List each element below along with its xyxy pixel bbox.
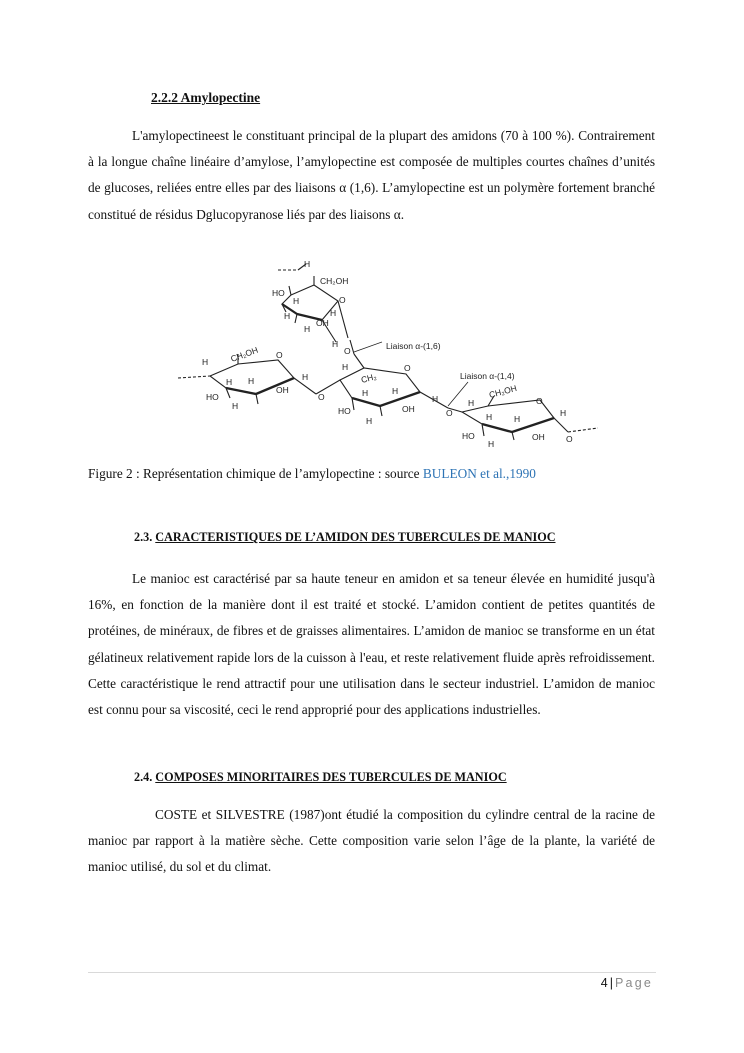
atom-label: OH bbox=[532, 432, 545, 442]
atom-label: H bbox=[432, 394, 439, 404]
atom-label: OH bbox=[276, 385, 289, 395]
heading-2-2-2: 2.2.2 Amylopectine bbox=[151, 90, 261, 105]
paragraph-amylopectine bbox=[88, 123, 655, 228]
paragraph-composes-text: COSTE et SILVESTRE (1987)ont étudié la composition du cylindre central de la racine de manioc par rapport à la matière sèche. Cette composition varie selon l’âge de la plante, la variété de manioc utilisé, du sol et du climat. bbox=[88, 807, 655, 875]
page-number: 4 bbox=[600, 976, 608, 990]
atom-label: H bbox=[488, 439, 495, 448]
atom-label: H bbox=[232, 401, 239, 411]
atom-label: H bbox=[304, 259, 311, 269]
atom-label: H bbox=[293, 296, 300, 306]
atom-label: H bbox=[514, 414, 521, 424]
atom-label: O bbox=[404, 363, 411, 373]
figure-source-link[interactable]: BULEON et al.,1990 bbox=[422, 466, 536, 481]
atom-label: CH₂OH bbox=[229, 344, 260, 364]
heading-2-4 bbox=[134, 770, 507, 785]
figure-caption bbox=[88, 466, 536, 482]
heading-2-3-title: CARACTERISTIQUES DE L’AMIDON DES TUBERCULES DE MANIOC bbox=[155, 530, 556, 544]
atom-label: O bbox=[318, 392, 325, 402]
paragraph-caracteristiques-text: Le manioc est caractérisé par sa haute teneur en amidon et sa teneur élevée en humidité jusqu'à 16%, en fonction de la manière dont il est traité et stocké. L’amidon contient de petites quantités de protéines, de minéraux, de fibres et de graisses alimentaires. L’amidon de manioc se transforme en un état gélatineux relativement rapide lors de la cuisson à l'eau, et reste relativement fluide après refroidissement. Cette caractéristique le rend attractif pour une utilisation dans le secteur industriel. L’amidon de manioc est connu pour sa viscosité, ceci le rend approprié pour des applications industrielles. bbox=[88, 571, 655, 718]
atom-label: HO bbox=[338, 406, 351, 416]
atom-label: CH₂OH bbox=[320, 276, 349, 286]
atom-label: HO bbox=[272, 288, 285, 298]
paragraph-caracteristiques bbox=[88, 566, 655, 723]
page-label: Page bbox=[615, 976, 653, 990]
figure-caption-text: Figure 2 : Représentation chimique de l’amylopectine : source bbox=[88, 466, 423, 481]
paragraph-composes bbox=[88, 802, 655, 881]
atom-label: HO bbox=[462, 431, 475, 441]
atom-label: O bbox=[446, 408, 453, 418]
paragraph-amylopectine-text: L'amylopectineest le constituant principal de la plupart des amidons (70 à 100 %). Contrairement à la longue chaîne linéaire d’amylose, l’amylopectine est composée de multiples courtes chaînes d’unités de glucoses, reliées entre elles par des liaisons α (1,6). L’amylopectine est un polymère fortement branché constitué de résidus Dglucopyranose liés par des liaisons α. bbox=[88, 128, 655, 222]
atom-label: O bbox=[536, 396, 543, 406]
atom-label: H bbox=[560, 408, 567, 418]
atom-label: CH₂ bbox=[359, 371, 378, 385]
footer-separator: | bbox=[609, 976, 613, 990]
atom-label: H bbox=[302, 372, 309, 382]
heading-2-3-number: 2.3. bbox=[134, 530, 153, 544]
atom-label: CH₂OH bbox=[487, 382, 518, 400]
heading-2-3 bbox=[134, 530, 556, 545]
atom-label: H bbox=[332, 339, 339, 349]
heading-2-4-number: 2.4. bbox=[134, 770, 153, 784]
atom-label: H bbox=[486, 412, 493, 422]
atom-label: HO bbox=[206, 392, 219, 402]
atom-label: H bbox=[284, 311, 291, 321]
atom-label: OH bbox=[402, 404, 415, 414]
atom-label: H bbox=[468, 398, 475, 408]
heading-2-4-title: COMPOSES MINORITAIRES DES TUBERCULES DE MANIOC bbox=[155, 770, 507, 784]
atom-label: O bbox=[344, 346, 351, 356]
amylopectin-structure-figure bbox=[168, 256, 598, 448]
atom-label: H bbox=[330, 308, 337, 318]
atom-label: H bbox=[202, 357, 209, 367]
atom-label: OH bbox=[316, 318, 329, 328]
atom-label: H bbox=[248, 376, 255, 386]
footer-divider bbox=[88, 972, 656, 973]
atom-label: H bbox=[226, 377, 233, 387]
page-footer bbox=[601, 976, 653, 990]
atom-label: O bbox=[566, 434, 573, 444]
liaison-16-label: Liaison α-(1,6) bbox=[386, 341, 441, 351]
atom-label: H bbox=[362, 388, 369, 398]
atom-label: H bbox=[392, 386, 399, 396]
atom-label: O bbox=[339, 295, 346, 305]
atom-label: H bbox=[342, 362, 349, 372]
atom-label: H bbox=[366, 416, 373, 426]
atom-label: H bbox=[304, 324, 311, 334]
atom-label: O bbox=[276, 350, 283, 360]
liaison-14-label: Liaison α-(1,4) bbox=[460, 371, 515, 381]
